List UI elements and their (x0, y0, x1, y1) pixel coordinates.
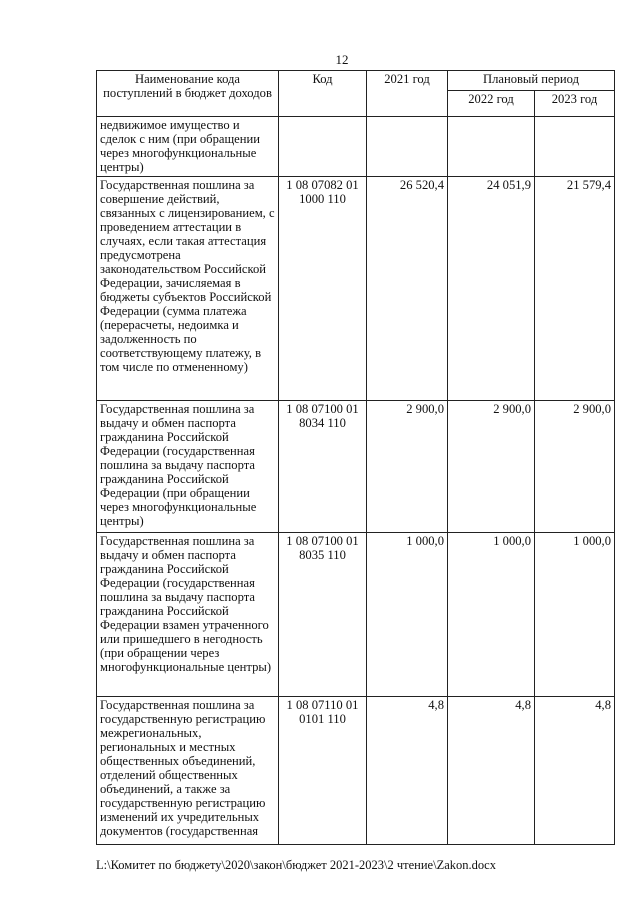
header-2023: 2023 год (535, 91, 615, 117)
header-2022: 2022 год (448, 91, 535, 117)
row-value-2021: 4,8 (367, 697, 448, 845)
table-row (97, 117, 615, 177)
header-2021: 2021 год (367, 71, 448, 117)
row-value-2022: 2 900,0 (448, 401, 535, 533)
table-row (97, 177, 615, 401)
row-value-2021: 2 900,0 (367, 401, 448, 533)
row-name: Государственная пошлина за совершение действий, связанных с лицензированием, с проведением аттестации в случаях, если такая аттестация предусмотрена законодательством Российской Федерации, зачисляемая в бюджеты субъектов Российской Федерации (сумма платежа (перерасчеты, недоимка и задолженность по соответствующему платежу, в том числе по отмененному) (97, 177, 279, 401)
row-name: Государственная пошлина за выдачу и обмен паспорта гражданина Российской Федерации (государственная пошлина за выдачу паспорта гражданина Российской Федерации (при обращении через многофункциональные центры) (97, 401, 279, 533)
row-value-2022: 4,8 (448, 697, 535, 845)
page-number: 12 (335, 52, 349, 67)
row-code (279, 117, 367, 177)
row-value-2021 (367, 117, 448, 177)
row-value-2022: 1 000,0 (448, 533, 535, 697)
revenue-table (96, 70, 615, 845)
row-code: 1 08 07110 01 0101 110 (279, 697, 367, 845)
row-value-2023: 1 000,0 (535, 533, 615, 697)
row-name: недвижимое имущество и сделок с ним (при обращении через многофункциональные центры) (97, 117, 279, 177)
row-value-2022 (448, 117, 535, 177)
row-name: Государственная пошлина за выдачу и обмен паспорта гражданина Российской Федерации (государственная пошлина за выдачу паспорта гражданина Российской Федерации взамен утраченного или пришедшего в негодность (при обращении через многофункциональные центры) (97, 533, 279, 697)
row-value-2023 (535, 117, 615, 177)
row-code: 1 08 07100 01 8034 110 (279, 401, 367, 533)
row-code: 1 08 07100 01 8035 110 (279, 533, 367, 697)
table-row (97, 401, 615, 533)
header-planned-period: Плановый период (448, 71, 615, 91)
header-name: Наименование кода поступлений в бюджет доходов (97, 71, 279, 117)
row-value-2023: 4,8 (535, 697, 615, 845)
row-name: Государственная пошлина за государственную регистрацию межрегиональных, региональных и местных общественных объединений, отделений общественных объединений, а также за государственную регистрацию изменений их учредительных документов (государственная (97, 697, 279, 845)
file-path-footer: L:\Комитет по бюджету\2020\закон\бюджет 2021-2023\2 чтение\Zakon.docx (96, 858, 496, 872)
row-value-2023: 21 579,4 (535, 177, 615, 401)
table-row (97, 697, 615, 845)
row-value-2021: 26 520,4 (367, 177, 448, 401)
row-value-2021: 1 000,0 (367, 533, 448, 697)
row-value-2022: 24 051,9 (448, 177, 535, 401)
table-row (97, 533, 615, 697)
row-value-2023: 2 900,0 (535, 401, 615, 533)
header-code: Код (279, 71, 367, 117)
row-code: 1 08 07082 01 1000 110 (279, 177, 367, 401)
